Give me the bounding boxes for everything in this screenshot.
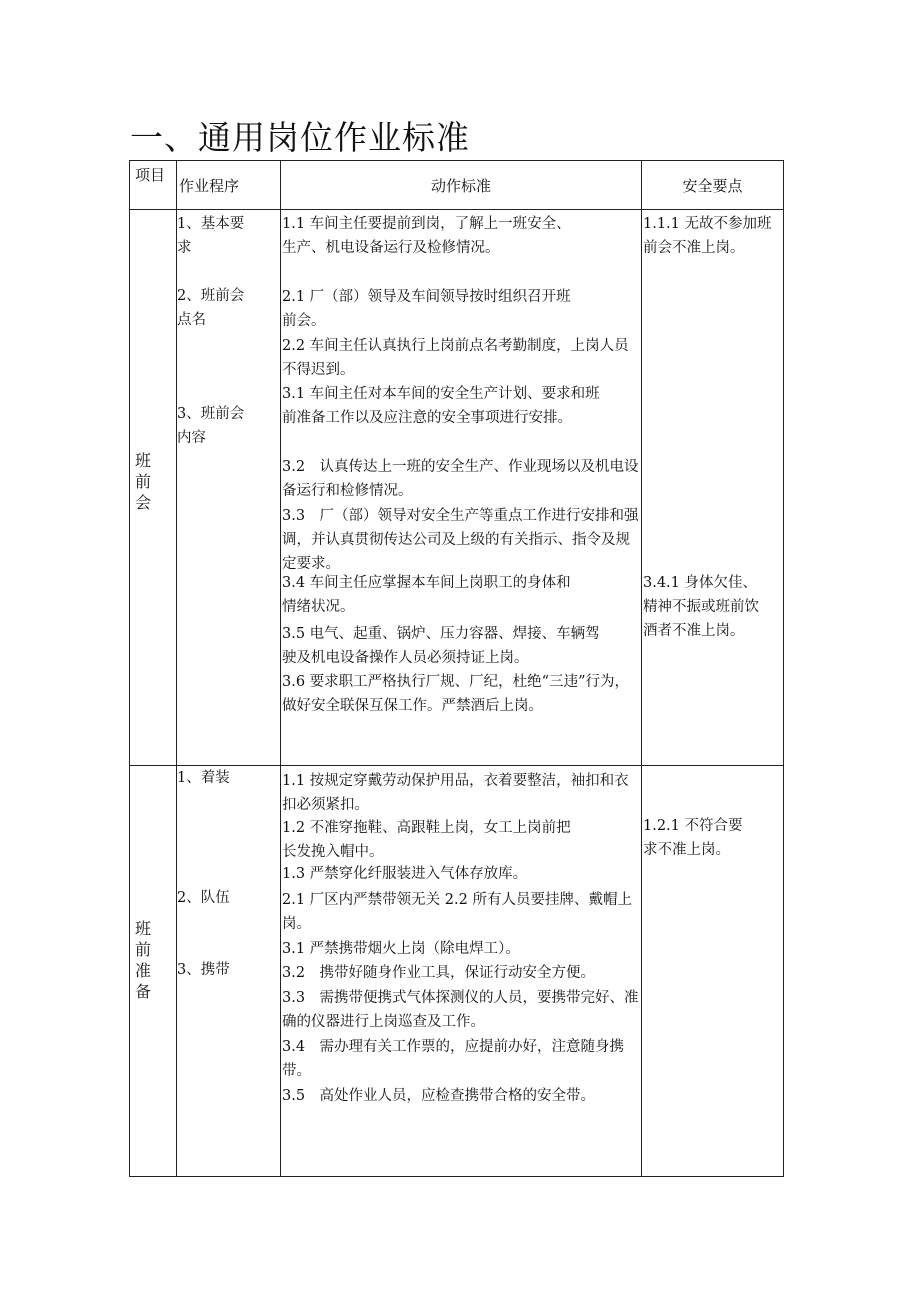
- standard-item: 3.3 厂（部）领导对安全生产等重点工作进行安排和强调，并认真贯彻传达公司及上级的有关指示、指令及规定要求。: [282, 508, 639, 572]
- standard-item: 3.5 电气、起重、锅炉、压力容器、焊接、车辆驾驶及机电设备操作人员必须持证上岗。: [282, 626, 600, 666]
- standard-item: 1.1 按规定穿戴劳动保护用品，衣着要整洁，袖扣和衣扣必须紧扣。: [282, 773, 629, 813]
- header-standard: 动作标准: [430, 177, 491, 195]
- procedure-item: 1、着装: [177, 770, 230, 786]
- header-item: 项目: [135, 166, 166, 184]
- standard-item: 2.2 车间主任认真执行上岗前点名考勤制度，上岗人员不得迟到。: [282, 338, 629, 378]
- safety-item: 1.2.1 不符合要求不准上岗。: [643, 818, 743, 858]
- procedure-item: 1、基本要求: [177, 216, 245, 256]
- section-label-preparation: 班前准备: [134, 919, 151, 1001]
- safety-item: 3.4.1 身体欠佳、精神不振或班前饮酒者不准上岗。: [643, 575, 759, 639]
- standard-item: 1.1 车间主任要提前到岗，了解上一班安全、生产、机电设备运行及检修情况。: [282, 216, 571, 256]
- standard-item: 3.1 车间主任对本车间的安全生产计划、要求和班前准备工作以及应注意的安全事项进行安排。: [282, 386, 600, 426]
- header-procedure: 作业程序: [179, 177, 240, 195]
- standards-table: [129, 160, 784, 1177]
- procedure-item: 2、队伍: [177, 890, 230, 906]
- standard-item: 1.3 严禁穿化纤服装进入气体存放库。: [282, 866, 528, 882]
- standard-item: 2.1 厂区内严禁带领无关 2.2 所有人员要挂牌、戴帽上岗。: [282, 892, 632, 932]
- procedure-item: 2、班前会点名: [177, 288, 245, 328]
- header-safety: 安全要点: [682, 177, 743, 195]
- standard-item: 3.3 需携带便携式气体探测仪的人员，要携带完好、准确的仪器进行上岗巡查及工作。: [282, 990, 639, 1030]
- standard-item: 2.1 厂（部）领导及车间领导按时组织召开班前会。: [282, 289, 571, 329]
- standard-item: 3.4 需办理有关工作票的，应提前办好，注意随身携带。: [282, 1039, 625, 1079]
- procedure-item: 3、班前会内容: [177, 406, 245, 446]
- standard-item: 1.2 不准穿拖鞋、高跟鞋上岗，女工上岗前把长发挽入帽中。: [282, 820, 571, 860]
- standard-item: 3.6 要求职工严格执行厂规、厂纪，杜绝“三违”行为，做好安全联保互保工作。严禁酒后上岗。: [282, 674, 629, 714]
- standard-item: 3.4 车间主任应掌握本车间上岗职工的身体和情绪状况。: [282, 575, 571, 615]
- standard-item: 3.2 认真传达上一班的安全生产、作业现场以及机电设备运行和检修情况。: [282, 459, 639, 499]
- safety-item: 1.1.1 无故不参加班前会不准上岗。: [643, 216, 772, 256]
- procedure-item: 3、携带: [177, 962, 230, 978]
- standard-item: 3.1 严禁携带烟火上岗（除电焊工）。: [282, 941, 520, 957]
- section-label-meeting: 班前会: [134, 451, 151, 512]
- standard-item: 3.5 高处作业人员，应检查携带合格的安全带。: [282, 1088, 596, 1104]
- page-title: 一、通用岗位作业标准: [130, 118, 470, 157]
- standard-item: 3.2 携带好随身作业工具，保证行动安全方便。: [282, 965, 596, 981]
